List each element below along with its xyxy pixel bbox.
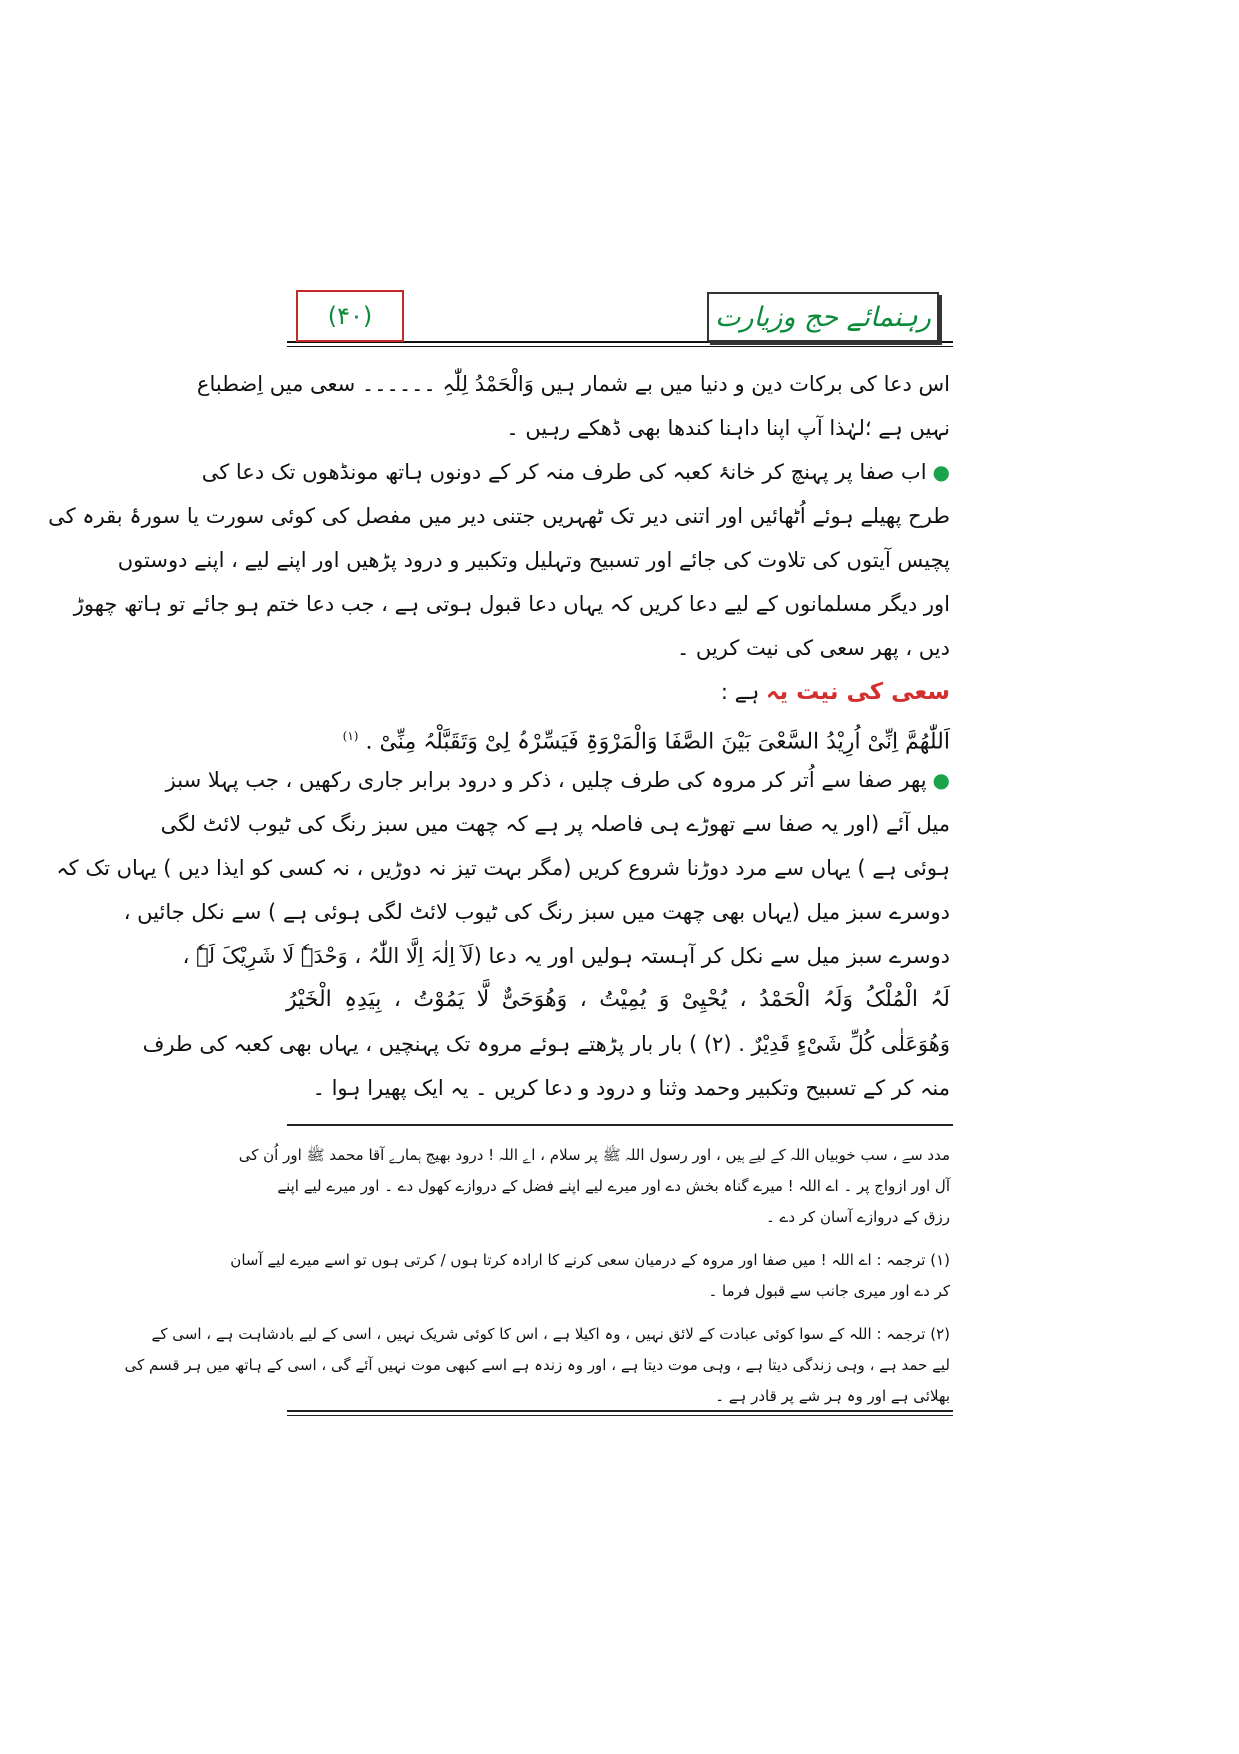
niyyat-dua — [286, 714, 950, 758]
footnotes-line — [238, 1140, 950, 1171]
footnotes-line — [277, 1171, 950, 1202]
line-text: منہ کر کے تسبیح وتکبیر وحمد وثنا و درود و دعا کریں ۔ یہ ایک پھیرا ہوا ۔ — [312, 1076, 950, 1100]
footnotes-line — [230, 1245, 950, 1276]
body-lines-line — [73, 582, 950, 626]
line-text: رزق کے دروازے آسان کر دے ۔ — [765, 1208, 950, 1226]
body-lines-2-line — [286, 978, 950, 1022]
line-text: اس دعا کی برکات دین و دنیا میں بے شمار ہیں وَالْحَمْدُ لِلّٰہِ ۔۔۔۔۔۔ سعی میں اِضطباع — [196, 372, 950, 396]
bottom-rule-thin — [287, 1415, 953, 1416]
line-text: دیں ، پھر سعی کی نیت کریں ۔ — [676, 636, 950, 660]
niyyat-heading-red: سعی کی نیت یہ — [765, 679, 950, 705]
line-text: پچیس آیتوں کی تلاوت کی جائے اور تسبیح وتہلیل وتکبیر و درود پڑھیں اور اپنے لیے ، اپنے دوستوں — [117, 548, 950, 572]
body-lines-line — [201, 450, 950, 494]
footnotes — [124, 1140, 950, 1412]
line-text: لَہُ الْمُلْکُ وَلَہُ الْحَمْدُ ، یُحْیِیْ وَ یُمِیْتُ ، وَھُوَحَیٌّ لَّا یَمُوْتُ ، بِیَدِہِ الْخَیْرُ — [286, 987, 950, 1012]
niyyat-heading — [286, 670, 950, 714]
body-lines-2-line — [182, 934, 950, 978]
line-text: آل اور ازواج پر ۔ اے اللہ ! میرے گناہ بخش دے اور میرے لیے اپنے فضل کے دروازے کھول دے ۔ اور میرے لیے اپنے — [277, 1177, 950, 1195]
line-text: اب صفا پر پہنچ کر خانۂ کعبہ کی طرف منہ کر کے دونوں ہاتھ مونڈھوں تک دعا کی — [201, 460, 927, 484]
line-text: ہوئی ہے ) یہاں سے مرد دوڑنا شروع کریں (مگر بہت تیز نہ دوڑیں ، نہ کسی کو ایذا دیں ) یہاں تک کہ — [56, 856, 950, 880]
line-text: دوسرے سبز میل سے نکل کر آہستہ ہولیں اور یہ دعا (لَآ اِلٰہَ اِلَّا اللّٰہُ ، وَحْدَہٗ لَا شَرِیْکَ لَہٗ ، — [182, 944, 950, 968]
footnote-gap — [286, 1307, 950, 1319]
niyyat-heading-rest: ہے : — [720, 680, 760, 704]
line-text: دوسرے سبز میل (یہاں بھی چھت میں سبز رنگ کی ٹیوب لائٹ لگی ہوئی ہے ) سے نکل جائیں ، — [123, 900, 950, 924]
book-title: رہنمائے حج وزیارت — [707, 292, 939, 342]
line-text: وَھُوَعَلٰی کُلِّ شَیْءٍ قَدِیْرٌ . (۲) ) بار بار پڑھتے ہوئے مروہ تک پہنچیں ، یہاں بھی کعبہ کی طرف — [142, 1032, 950, 1056]
line-text: اور دیگر مسلمانوں کے لیے دعا کریں کہ یہاں دعا قبول ہوتی ہے ، جب دعا ختم ہو جائے تو ہاتھ چھوڑ — [73, 592, 950, 616]
line-text: پھر صفا سے اُتر کر مروہ کی طرف چلیں ، ذکر و درود برابر جاری رکھیں ، جب پہلا سبز — [165, 768, 927, 792]
page-number: (۴۰) — [296, 290, 404, 342]
footnote-rule — [287, 1124, 953, 1126]
niyyat-dua-ref: (۱) — [342, 729, 359, 743]
bullet-icon: ● — [932, 768, 950, 792]
footnotes-line — [286, 1202, 950, 1233]
footnotes-line — [286, 1381, 950, 1412]
body-lines-line — [48, 494, 950, 538]
body-lines-2-line — [142, 1022, 950, 1066]
line-text: لیے حمد ہے ، وہی زندگی دیتا ہے ، وہی موت دیتا ہے ، اور وہ زندہ ہے اسے کبھی موت نہیں آئے گی ، اسی کے ہاتھ میں ہر قسم کی — [124, 1356, 950, 1374]
footnotes-line — [151, 1319, 950, 1350]
body-lines-2-line — [123, 890, 950, 934]
body-lines-2-line — [286, 1066, 950, 1110]
line-text: طرح پھیلے ہوئے اُٹھائیں اور اتنی دیر تک ٹھہریں جتنی دیر میں مفصل کی کوئی سورت یا سورۂ بقرہ کی — [48, 504, 950, 528]
body-lines-line — [196, 362, 950, 406]
footnotes-line — [286, 1276, 950, 1307]
footnote-gap — [286, 1233, 950, 1245]
bottom-rule — [287, 1410, 953, 1412]
body-lines-2-line — [160, 802, 950, 846]
line-text: بھلائی ہے اور وہ ہر شے پر قادر ہے ۔ — [715, 1387, 950, 1405]
body-lines-line — [117, 538, 950, 582]
line-text: کر دے اور میری جانب سے قبول فرما ۔ — [708, 1282, 950, 1300]
body-lines-line — [286, 626, 950, 670]
line-text: نہیں ہے ؛لہٰذا آپ اپنا داہنا کندھا بھی ڈھکے رہیں ۔ — [506, 416, 950, 440]
line-text: میل آئے (اور یہ صفا سے تھوڑے ہی فاصلہ پر ہے کہ چھت میں سبز رنگ کی ٹیوب لائٹ لگی — [160, 812, 950, 836]
bullet-icon: ● — [932, 460, 950, 484]
body-lines-2-line — [165, 758, 950, 802]
line-text: (۲) ترجمہ : اللہ کے سوا کوئی عبادت کے لائق نہیں ، وہ اکیلا ہے ، اس کا کوئی شریک نہیں ، اسی کے لیے بادشاہت ہے ، اسی کے — [151, 1325, 950, 1343]
main-text — [48, 362, 950, 1110]
header-rule-thin — [287, 346, 953, 347]
line-text: (۱) ترجمہ : اے اللہ ! میں صفا اور مروہ کے درمیان سعی کرنے کا ارادہ کرتا ہوں / کرتی ہوں تو اسے میرے لیے آسان — [230, 1251, 950, 1269]
footnotes-line — [124, 1350, 950, 1381]
body-lines-2-line — [56, 846, 950, 890]
body-lines-line — [286, 406, 950, 450]
line-text: مدد سے ، سب خوبیاں اللہ کے لیے ہیں ، اور رسول اللہ ﷺ پر سلام ، اے اللہ ! درود بھیج ہمارے آقا محمد ﷺ اور اُن کی — [238, 1146, 950, 1164]
niyyat-dua-text: اَللّٰھُمَّ اِنِّیْ اُرِیْدُ السَّعْیَ بَیْنَ الصَّفَا وَالْمَرْوَۃِ فَیَسِّرْہُ لِیْ وَتَقَبَّلْہُ مِنِّیْ . — [365, 729, 950, 755]
